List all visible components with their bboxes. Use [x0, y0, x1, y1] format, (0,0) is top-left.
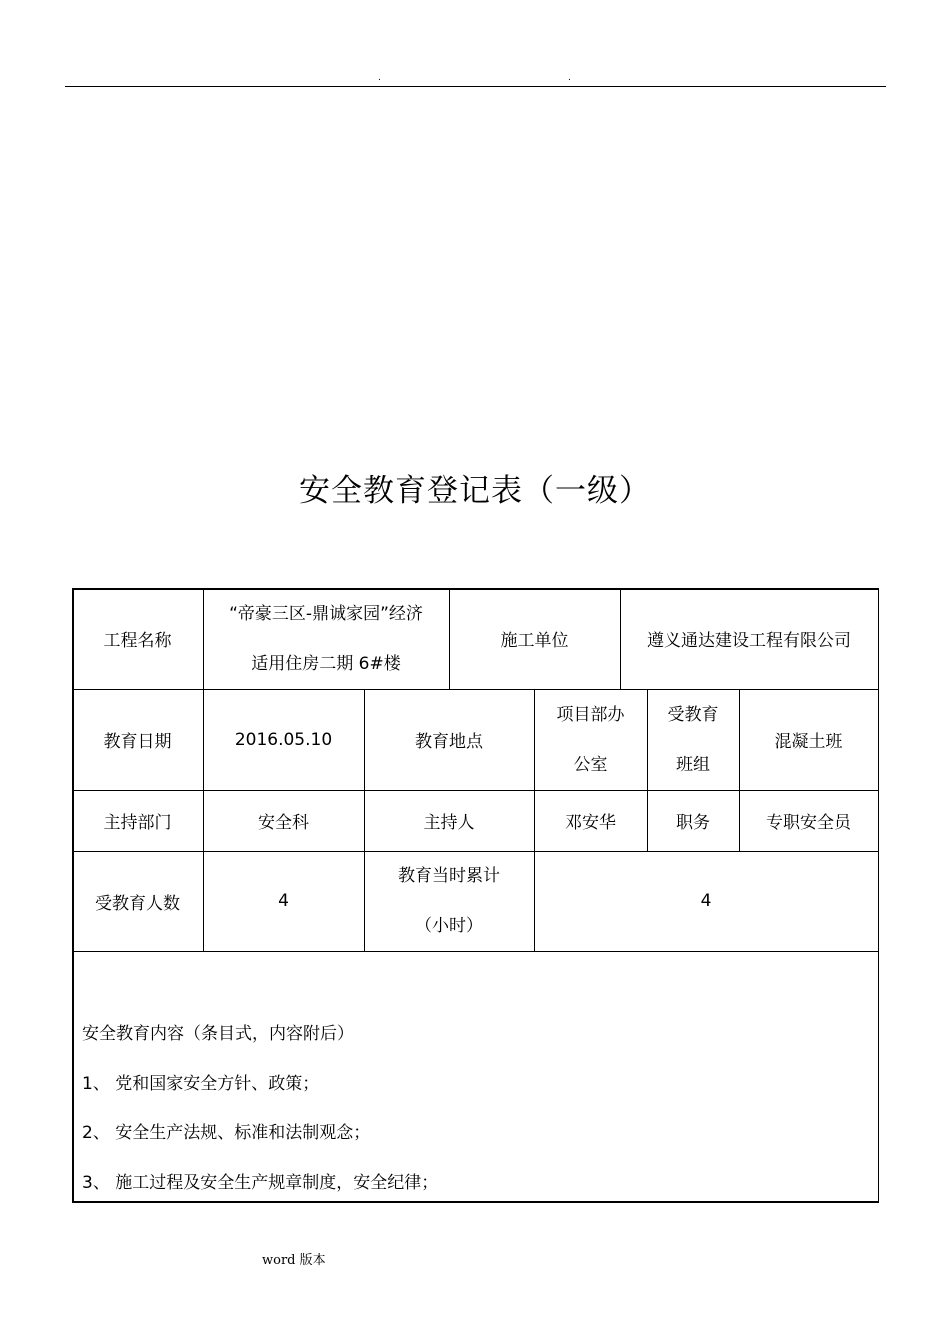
- document-title: 安全教育登记表（一级）: [299, 473, 651, 509]
- edu-place-line: 项目部办: [556, 704, 625, 725]
- edu-place-value: [534, 689, 647, 790]
- edu-group-label-line: 受教育: [667, 704, 719, 725]
- content-item: 3、 施工过程及安全生产规章制度，安全纪律；: [82, 1172, 439, 1193]
- position-label: 职务: [676, 813, 710, 833]
- hours-label-line: 教育当时累计: [398, 866, 500, 886]
- project-name-line: 适用住房二期 6#楼: [251, 653, 401, 674]
- contractor-value: 遵义通达建设工程有限公司: [647, 631, 851, 651]
- table-rule: [72, 951, 879, 952]
- header-dot: .: [378, 73, 381, 83]
- project-name-value: [203, 588, 449, 689]
- content-heading: 安全教育内容（条目式，内容附后）: [82, 1024, 354, 1044]
- hours-value: 4: [700, 891, 712, 911]
- edu-date-value: 2016.05.10: [234, 729, 333, 750]
- header-dot: .: [568, 73, 571, 83]
- content-item: 1、 党和国家安全方针、政策；: [82, 1073, 320, 1094]
- host-dept-value: 安全科: [258, 813, 309, 833]
- host-label: 主持人: [423, 813, 475, 833]
- edu-group-label: [647, 689, 739, 790]
- trainee-count-value: 4: [278, 891, 289, 911]
- header-rule: [65, 86, 886, 87]
- edu-date-label: 教育日期: [103, 732, 172, 752]
- project-name-line: “帝豪三区-鼎诚家园”经济: [229, 603, 423, 624]
- edu-place-line: 公室: [573, 754, 608, 775]
- project-name-label: 工程名称: [103, 631, 172, 651]
- edu-group-value: 混凝土班: [774, 732, 843, 752]
- edu-group-label-line: 班组: [676, 754, 710, 775]
- hours-label-line: （小时）: [415, 916, 483, 936]
- host-value: 邓安华: [565, 813, 616, 833]
- position-value: 专职安全员: [766, 813, 851, 833]
- host-dept-label: 主持部门: [103, 813, 172, 833]
- content-item: 2、 安全生产法规、标准和法制观念；: [82, 1123, 371, 1143]
- page-footer: word 版本: [262, 1253, 326, 1268]
- education-content: [82, 1010, 862, 1208]
- contractor-label: 施工单位: [500, 631, 569, 651]
- hours-label: [364, 851, 534, 951]
- trainee-count-label: 受教育人数: [95, 893, 180, 914]
- edu-place-label: 教育地点: [415, 732, 483, 752]
